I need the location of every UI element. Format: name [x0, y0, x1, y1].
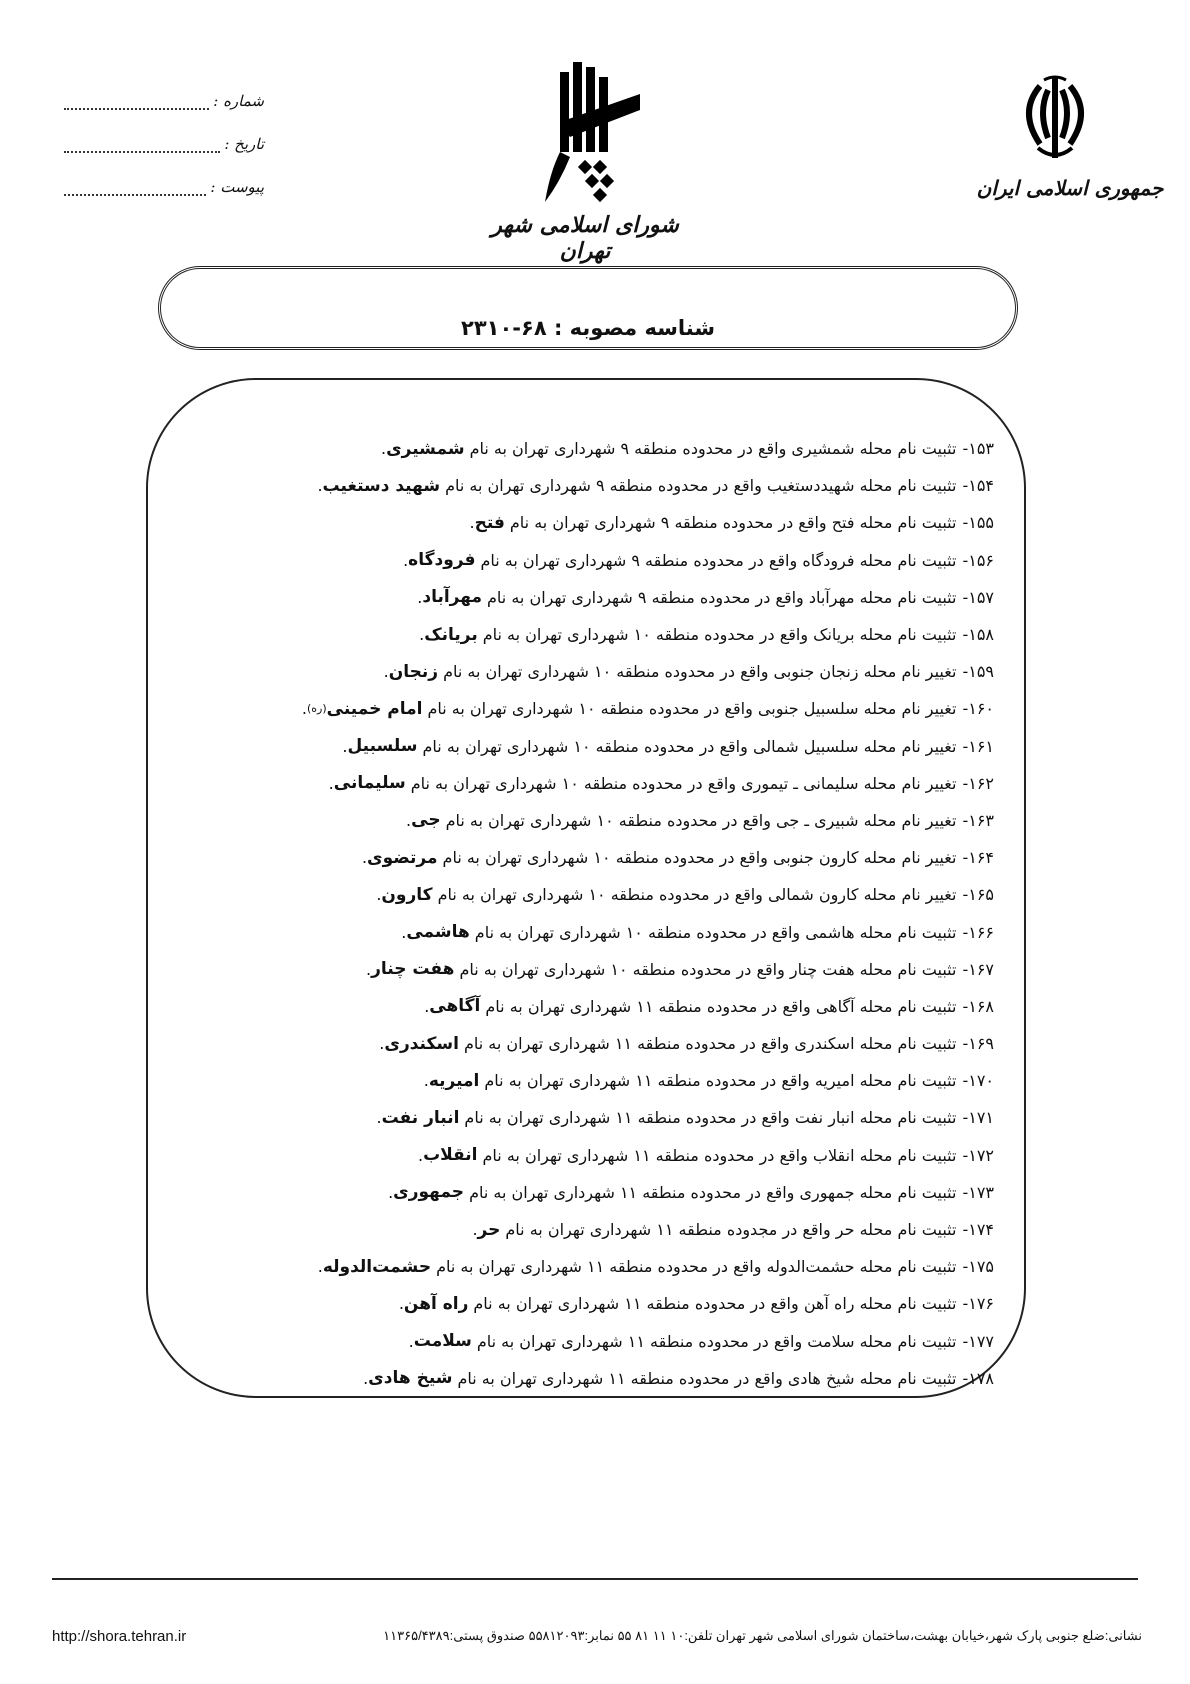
item-period: .: [406, 810, 412, 830]
item-number: ۱۵۷-: [962, 587, 994, 607]
item-new-name: انبار نفت: [381, 1107, 460, 1128]
item-new-name: فرودگاه: [408, 550, 476, 571]
item-new-name: حشمت‌الدوله: [322, 1256, 432, 1277]
item-period: .: [317, 476, 323, 496]
item-period: .: [403, 550, 409, 570]
item-number: ۱۵۳-: [962, 439, 994, 459]
item-new-name: جی: [411, 810, 441, 831]
list-item: [150, 839, 1034, 876]
item-period: .: [398, 1294, 404, 1314]
item-text: تثبیت نام محله اسکندری واقع در محدوده منطقه ۱۱ شهرداری تهران به نام: [463, 1034, 957, 1054]
item-period: .: [469, 513, 475, 533]
item-period: .: [417, 1145, 424, 1165]
item-period: .: [342, 736, 348, 756]
list-item: [150, 1025, 1034, 1062]
list-item: [150, 467, 1034, 504]
iran-emblem-icon: [1010, 72, 1100, 162]
list-item: [150, 1174, 1034, 1211]
item-period: .: [401, 922, 407, 942]
item-number: ۱۷۵-: [962, 1257, 994, 1277]
item-number: ۱۶۱-: [962, 736, 994, 756]
item-period: .: [419, 625, 425, 645]
item-period: .: [366, 959, 372, 979]
item-number: ۱۵۵-: [962, 513, 994, 533]
item-period: .: [301, 699, 307, 719]
item-text: تثبیت نام محله سلامت واقع در محدوده منطقه ۱۱ شهرداری تهران به نام: [476, 1331, 957, 1351]
item-number: ۱۷۱-: [962, 1108, 994, 1128]
item-number: ۱۵۹-: [962, 662, 994, 682]
item-number: ۱۷۶-: [962, 1294, 994, 1314]
item-text: تثبیت نام محله جمهوری واقع در محدوده منطقه ۱۱ شهرداری تهران به نام: [469, 1182, 957, 1202]
item-new-name: امام خمینی: [326, 698, 423, 719]
council-name: شورای اسلامی شهر تهران: [491, 212, 679, 264]
list-item: [150, 1323, 1034, 1360]
item-new-name: سلیمانی: [333, 773, 406, 794]
item-text: تثبیت نام محله راه آهن واقع در محدوده منطقه ۱۱ شهرداری تهران به نام: [473, 1294, 957, 1314]
item-period: .: [379, 1034, 385, 1054]
footer-divider: [52, 1578, 1138, 1580]
list-item: [150, 1285, 1034, 1322]
item-new-name: شیخ هادی: [368, 1368, 453, 1389]
item-period: .: [328, 773, 334, 793]
item-number: ۱۵۸-: [962, 625, 994, 645]
item-text: تثبیت نام محله هفت چنار واقع در محدوده منطقه ۱۰ شهرداری تهران به نام: [459, 959, 957, 979]
item-new-name: زنجان: [388, 661, 439, 682]
item-text: تثبیت نام محله انبار نفت واقع در محدوده منطقه ۱۱ شهرداری تهران به نام: [464, 1108, 957, 1128]
item-period: .: [388, 1182, 394, 1202]
date-field: [64, 135, 264, 153]
item-new-name: شهید دستغیب: [322, 475, 441, 496]
item-text: تغییر نام محله زنجان جنوبی واقع در محدوده منطقه ۱۰ شهرداری تهران به نام: [443, 662, 957, 682]
item-number: ۱۶۷-: [962, 959, 994, 979]
footer-url-link[interactable]: http://shora.tehran.ir: [52, 1628, 187, 1645]
item-number: ۱۶۸-: [962, 996, 994, 1016]
item-number: ۱۶۵-: [962, 885, 994, 905]
item-number: ۱۷۸-: [962, 1368, 994, 1388]
list-item: [150, 765, 1034, 802]
item-number: ۱۵۴-: [962, 476, 994, 496]
item-new-name: انقلاب: [423, 1145, 478, 1166]
item-period: .: [424, 996, 430, 1016]
item-number: ۱۶۹-: [962, 1034, 994, 1054]
list-item: [150, 1062, 1034, 1099]
item-period: .: [423, 1071, 429, 1091]
item-text: تغییر نام محله کارون جنوبی واقع در محدوده منطقه ۱۰ شهرداری تهران به نام: [442, 848, 957, 868]
list-item: [150, 430, 1034, 467]
item-new-name: هفت چنار: [371, 959, 455, 980]
number-blank: [64, 96, 209, 110]
item-text: تثبیت نام محله آگاهی واقع در محدوده منطقه ۱۱ شهرداری تهران به نام: [485, 996, 957, 1016]
item-text: تثبیت نام محله شمشیری واقع در محدوده منطقه ۹ شهرداری تهران به نام: [469, 439, 957, 459]
list-item: [150, 579, 1034, 616]
item-period: .: [408, 1331, 414, 1351]
list-item: [150, 1360, 1034, 1397]
item-new-name: امیریه: [428, 1070, 480, 1091]
item-period: .: [380, 439, 387, 459]
number-field: [64, 92, 264, 110]
list-item: [150, 504, 1034, 541]
item-new-name: شمشیری: [386, 438, 465, 459]
item-text: تثبیت نام محله شیخ هادی واقع در محدوده منطقه ۱۱ شهرداری تهران به نام: [457, 1368, 957, 1388]
item-text: تثبیت نام محله شهیددستغیب واقع در محدوده منطقه ۹ شهرداری تهران به نام: [445, 476, 957, 496]
item-text: تثبیت نام محله فتح واقع در محدوده منطقه ۹ شهرداری تهران به نام: [509, 513, 957, 533]
footer-address: نشانی:ضلع جنوبی پارک شهر،خیابان بهشت،ساختمان شورای اسلامی شهر تهران تلفن:۱۰ ۱۱ ۸۱ ۵۵ نمابر:۵۵۸۱۲۰۹۳ صندوق پستی:۱۱۳۶۵/۴۳۸۹: [383, 1628, 1142, 1643]
list-item: [150, 876, 1034, 913]
item-period: .: [376, 1108, 382, 1128]
item-text: تثبیت نام محله هاشمی واقع در محدوده منطقه ۱۰ شهرداری تهران به نام: [474, 922, 957, 942]
item-new-name: راه آهن: [403, 1293, 469, 1314]
footer: [52, 1628, 1142, 1645]
item-period: .: [361, 848, 368, 868]
list-item: [150, 542, 1034, 579]
item-new-name: جمهوری: [393, 1182, 465, 1203]
date-blank: [64, 139, 220, 153]
item-new-name: حر: [477, 1219, 501, 1240]
resolution-id-title: شناسه مصوبه : ۶۸-۲۳۱۰: [461, 316, 715, 340]
list-item: [150, 988, 1034, 1025]
item-text: تثبیت نام محله حشمت‌الدوله واقع در محدوده منطقه ۱۱ شهرداری تهران به نام: [436, 1257, 957, 1277]
item-new-name: مهرآباد: [422, 587, 483, 608]
attachment-blank: [64, 182, 206, 196]
item-text: تثبیت نام محله امیریه واقع در محدوده منطقه ۱۱ شهرداری تهران به نام: [484, 1071, 957, 1091]
item-text: تغییر نام محله سلیمانی ـ تیموری واقع در محدوده منطقه ۱۰ شهرداری تهران به نام: [410, 773, 957, 793]
list-item: [150, 1137, 1034, 1174]
item-new-name: سلسبیل: [347, 736, 418, 757]
item-new-name: سلامت: [413, 1331, 472, 1352]
item-text: تثبیت نام محله بریانک واقع در محدوده منطقه ۱۰ شهرداری تهران به نام: [482, 625, 957, 645]
list-item: [150, 913, 1034, 950]
list-item: [150, 616, 1034, 653]
council-logo-icon: [540, 62, 670, 212]
item-number: ۱۷۷-: [962, 1331, 994, 1351]
list-item: [150, 1248, 1034, 1285]
number-label: شماره :: [213, 92, 264, 110]
attachment-field: [64, 178, 264, 196]
emblem-caption: جمهوری اسلامی ایران: [976, 176, 1164, 200]
item-number: ۱۵۶-: [962, 550, 994, 570]
attachment-label: پیوست :: [210, 178, 264, 196]
item-number: ۱۷۰-: [962, 1071, 994, 1091]
item-period: .: [317, 1257, 323, 1277]
item-text: تغییر نام محله کارون شمالی واقع در محدوده منطقه ۱۰ شهرداری تهران به نام: [437, 885, 957, 905]
list-item: [150, 802, 1034, 839]
item-text: تغییر نام محله سلسبیل شمالی واقع در محدوده منطقه ۱۰ شهرداری تهران به نام: [422, 736, 957, 756]
item-new-name: اسکندری: [384, 1033, 459, 1054]
item-number: ۱۶۴-: [962, 848, 994, 868]
list-item: [150, 728, 1034, 765]
item-number: ۱۷۴-: [962, 1220, 994, 1240]
item-new-name: مرتضوی: [367, 847, 438, 868]
list-item: [150, 690, 1034, 727]
item-number: ۱۶۳-: [962, 810, 994, 830]
item-text: تثبیت نام محله فرودگاه واقع در محدوده منطقه ۹ شهرداری تهران به نام: [480, 550, 957, 570]
list-item: [150, 951, 1034, 988]
date-label: تاریخ :: [224, 135, 264, 153]
resolution-items-list: [150, 430, 1034, 1397]
item-number: ۱۷۲-: [962, 1145, 994, 1165]
list-item: [150, 1099, 1034, 1136]
item-text: تغییر نام محله سلسبیل جنوبی واقع در محدوده منطقه ۱۰ شهرداری تهران به نام: [427, 699, 957, 719]
item-period: .: [376, 885, 382, 905]
item-new-name: فتح: [474, 512, 505, 533]
list-item: [150, 653, 1034, 690]
item-period: .: [363, 1368, 369, 1388]
item-text: تثبیت نام محله مهرآباد واقع در محدوده منطقه ۹ شهرداری تهران به نام: [487, 587, 957, 607]
item-text: تغییر نام محله شبیری ـ جی واقع در محدوده منطقه ۱۰ شهرداری تهران به نام: [445, 810, 957, 830]
list-item: [150, 1211, 1034, 1248]
item-number: ۱۶۰-: [962, 699, 994, 719]
item-text: تثبیت نام محله حر واقع در مجدوده منطقه ۱۱ شهرداری تهران به نام: [505, 1220, 957, 1240]
item-number: ۱۶۲-: [962, 773, 994, 793]
item-honorific: (ره): [306, 702, 327, 716]
item-period: .: [417, 587, 423, 607]
item-period: .: [383, 662, 389, 682]
item-new-name: آگاهی: [429, 996, 481, 1017]
item-number: ۱۶۶-: [962, 922, 994, 942]
item-text: تثبیت نام محله انقلاب واقع در محدوده منطقه ۱۱ شهرداری تهران به نام: [482, 1145, 957, 1165]
item-new-name: کارون: [381, 884, 433, 905]
item-new-name: هاشمی: [406, 922, 470, 943]
item-number: ۱۷۳-: [962, 1182, 994, 1202]
item-new-name: بریانک: [424, 624, 478, 645]
item-period: .: [472, 1220, 478, 1240]
